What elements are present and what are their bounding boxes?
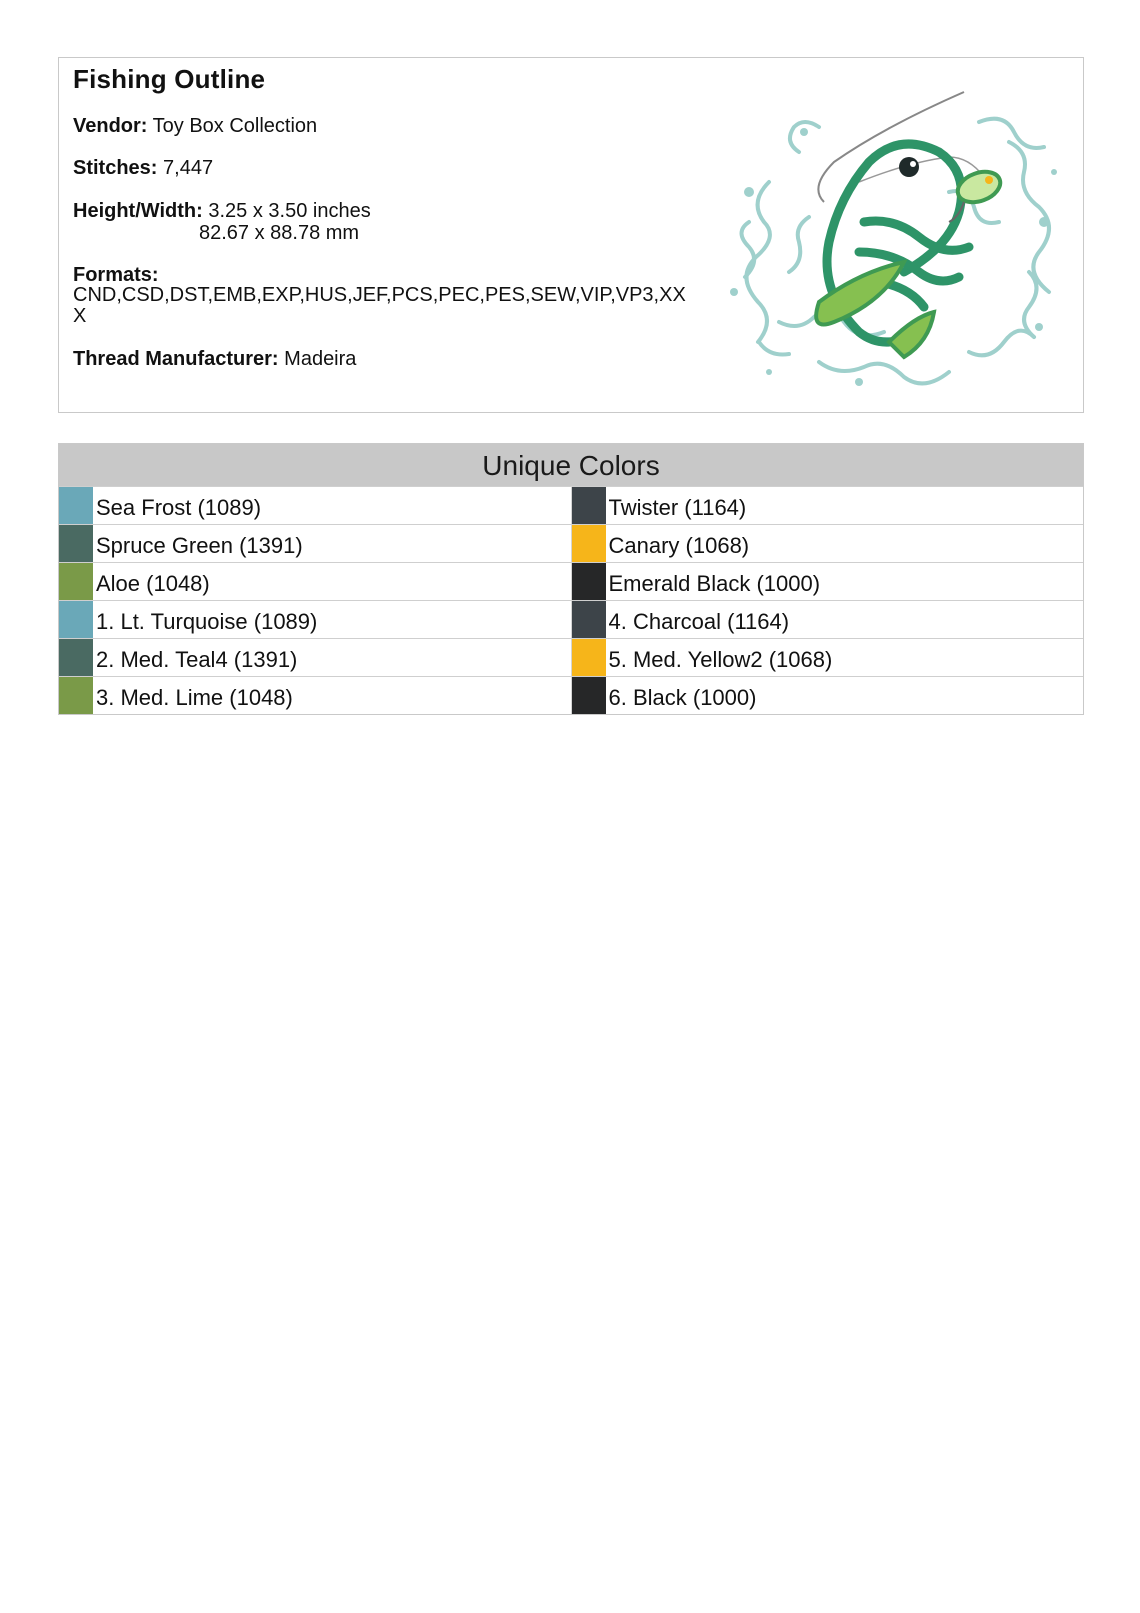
color-label: 1. Lt. Turquoise (1089) xyxy=(96,608,318,634)
vendor-value: Toy Box Collection xyxy=(152,115,318,137)
color-label: Spruce Green (1391) xyxy=(96,532,303,558)
thread-row xyxy=(73,348,356,370)
design-info-box xyxy=(58,57,1084,413)
color-row xyxy=(572,524,1084,562)
colors-column-left xyxy=(59,486,571,714)
color-swatch xyxy=(572,639,606,676)
color-swatch xyxy=(572,487,606,524)
stitches-row xyxy=(73,157,213,179)
color-label: Sea Frost (1089) xyxy=(96,494,262,520)
height-width-inches: 3.25 x 3.50 inches xyxy=(208,200,371,222)
color-row xyxy=(572,638,1084,676)
color-swatch xyxy=(59,639,93,676)
color-row xyxy=(572,486,1084,524)
color-label: Twister (1164) xyxy=(608,494,747,520)
color-label: Aloe (1048) xyxy=(96,570,210,596)
color-row xyxy=(572,676,1084,714)
formats-row xyxy=(73,264,159,286)
color-row xyxy=(59,676,571,714)
colors-grid xyxy=(59,486,1083,714)
stitches-value: 7,447 xyxy=(163,157,214,179)
unique-colors-header: Unique Colors xyxy=(59,444,1083,486)
color-label: Canary (1068) xyxy=(608,532,750,558)
color-row xyxy=(59,600,571,638)
color-label: Emerald Black (1000) xyxy=(608,570,821,596)
thread-value: Madeira xyxy=(284,348,357,370)
color-row xyxy=(59,486,571,524)
color-swatch xyxy=(59,487,93,524)
thread-label: Thread Manufacturer: xyxy=(73,348,279,370)
vendor-label: Vendor: xyxy=(73,115,148,137)
color-swatch xyxy=(572,525,606,562)
color-row xyxy=(572,562,1084,600)
design-title: Fishing Outline xyxy=(73,64,266,94)
color-row xyxy=(59,638,571,676)
color-label: 4. Charcoal (1164) xyxy=(608,608,790,634)
height-width-row xyxy=(73,200,371,222)
color-row xyxy=(59,524,571,562)
color-row xyxy=(59,562,571,600)
color-row xyxy=(572,600,1084,638)
color-label: 5. Med. Yellow2 (1068) xyxy=(608,646,833,672)
unique-colors-table xyxy=(58,443,1084,715)
height-width-mm: 82.67 x 88.78 mm xyxy=(199,222,360,244)
stitches-label: Stitches: xyxy=(73,157,158,179)
colors-column-right xyxy=(571,486,1084,714)
formats-label: Formats: xyxy=(73,264,159,286)
formats-value: CND,CSD,DST,EMB,EXP,HUS,JEF,PCS,PEC,PES,SEW,VIP,VP3,XXX xyxy=(73,284,686,327)
color-swatch xyxy=(59,563,93,600)
color-swatch xyxy=(59,525,93,562)
height-width-label: Height/Width: xyxy=(73,200,203,222)
color-label: 6. Black (1000) xyxy=(608,684,757,710)
color-label: 2. Med. Teal4 (1391) xyxy=(96,646,298,672)
color-swatch xyxy=(572,601,606,638)
color-swatch xyxy=(59,677,93,714)
color-swatch xyxy=(572,563,606,600)
color-swatch xyxy=(572,677,606,714)
fishing-bass-embroidery-icon xyxy=(709,72,1069,402)
color-swatch xyxy=(59,601,93,638)
vendor-row xyxy=(73,115,317,137)
color-label: 3. Med. Lime (1048) xyxy=(96,684,293,710)
